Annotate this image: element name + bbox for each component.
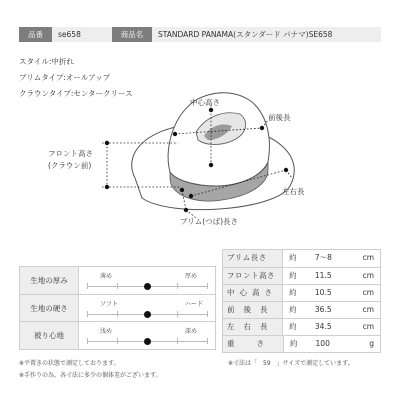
brim-dot-bottom — [184, 208, 188, 212]
front-height-sub-label: (クラウン前) — [48, 161, 92, 170]
side-length-dot-left — [189, 194, 193, 198]
scale-min-label: 薄め — [100, 273, 113, 280]
center-height-label: 中心高さ — [190, 98, 220, 107]
scale-marker-dot — [144, 311, 151, 318]
fabric-table — [19, 266, 216, 350]
measurement-label: 左右長 — [223, 319, 282, 335]
note-flat-measurement: ※平置きの状態で測定しております。 — [19, 360, 120, 367]
scale-tick — [87, 311, 88, 317]
measurement-row — [223, 318, 380, 335]
fabric-row-label: 生地の硬さ — [20, 295, 78, 321]
measurement-value: 10.5 — [314, 288, 332, 297]
product-name-value: STANDARD PANAMA(スタンダード パナマ)SE658 — [152, 27, 381, 42]
measurement-value: 11.5 — [314, 271, 332, 280]
scale-tick — [87, 283, 88, 289]
measurement-unit: g — [369, 339, 374, 348]
measurement-unit: cm — [362, 322, 375, 331]
scale-marker-dot — [144, 338, 151, 345]
center-height-dot-top — [209, 108, 213, 112]
measurement-table — [222, 249, 381, 353]
scale-max-label: 厚め — [185, 273, 198, 280]
style-spec: スタイル:中折れ — [19, 57, 74, 66]
scale-tick — [177, 338, 178, 344]
scale-tick — [177, 311, 178, 317]
measurement-value: 100 — [315, 339, 330, 348]
measurement-prefix: 約 — [283, 336, 308, 352]
scale-tick — [117, 283, 118, 289]
scale-tick — [117, 338, 118, 344]
fabric-scale — [78, 295, 215, 321]
product-name-tag: 商品名 — [112, 27, 152, 42]
fabric-scale — [78, 322, 215, 349]
crown-type-spec: クラウンタイプ:センタークリース — [19, 89, 133, 98]
measurement-prefix: 約 — [282, 319, 307, 335]
measurement-label: フロント高さ — [223, 268, 282, 284]
scale-marker-dot — [144, 283, 151, 290]
scale-tick — [177, 283, 178, 289]
measurement-row — [223, 250, 380, 267]
measurement-unit: cm — [362, 288, 375, 297]
fabric-row-label: 被り心地 — [20, 322, 78, 349]
measurement-row — [223, 267, 380, 284]
measurement-value: 36.5 — [314, 305, 332, 314]
scale-tick — [207, 338, 208, 344]
front-height-dot-bottom — [105, 185, 109, 189]
scale-max-label: 深め — [185, 328, 198, 335]
front-height-dot-top — [105, 141, 109, 145]
front-height-label: フロント高さ — [48, 149, 93, 158]
measurement-prefix: 約 — [282, 268, 307, 284]
front-back-dot-right — [260, 126, 264, 130]
side-length-dot-right — [284, 168, 288, 172]
fabric-row-thickness — [20, 267, 215, 294]
brim-dot-top — [180, 188, 184, 192]
scale-max-label: ハード — [185, 301, 204, 308]
scale-tick — [207, 283, 208, 289]
measurement-unit: cm — [362, 305, 375, 314]
measurement-prefix: 約 — [282, 250, 307, 267]
product-number-value: se658 — [52, 27, 132, 42]
measurement-unit: cm — [362, 253, 375, 262]
measurement-prefix: 約 — [282, 285, 307, 301]
measurement-value: 7〜8 — [314, 253, 332, 262]
measurement-value: 34.5 — [314, 322, 332, 331]
fabric-row-label: 生地の厚み — [20, 267, 78, 294]
measurement-row — [223, 301, 380, 318]
product-number-tag: 品番 — [19, 27, 52, 42]
note-handmade: ※手作りの為、各寸法に多少の個体差がございます。 — [19, 372, 162, 379]
measurement-label: 重さ — [223, 336, 283, 352]
scale-min-label: 浅め — [100, 328, 113, 335]
fabric-row-stiffness — [20, 294, 215, 321]
fabric-row-fit — [20, 321, 215, 349]
measurement-label: 中心高さ — [223, 285, 282, 301]
measurement-prefix: 約 — [282, 302, 307, 318]
front-back-dot-left — [173, 132, 177, 136]
fabric-scale — [78, 267, 215, 294]
measurement-label: ブリム長さ — [223, 250, 282, 267]
scale-tick — [207, 311, 208, 317]
measurement-row — [223, 284, 380, 301]
measurement-unit: cm — [362, 271, 375, 280]
measurement-label: 前後長 — [223, 302, 282, 318]
brim-length-label: ブリム(つば)長さ — [180, 217, 239, 226]
side-length-label: 左右長 — [282, 187, 305, 196]
scale-tick — [87, 338, 88, 344]
brim-type-spec: ブリムタイプ:オールアップ — [19, 73, 111, 82]
front-back-label: 前後長 — [268, 113, 291, 122]
scale-min-label: ソフト — [100, 301, 119, 308]
center-height-dot-bottom — [209, 163, 213, 167]
scale-tick — [117, 311, 118, 317]
note-size: ※寸法は「 59 」サイズで測定しています。 — [228, 360, 354, 367]
measurement-row — [223, 335, 380, 352]
